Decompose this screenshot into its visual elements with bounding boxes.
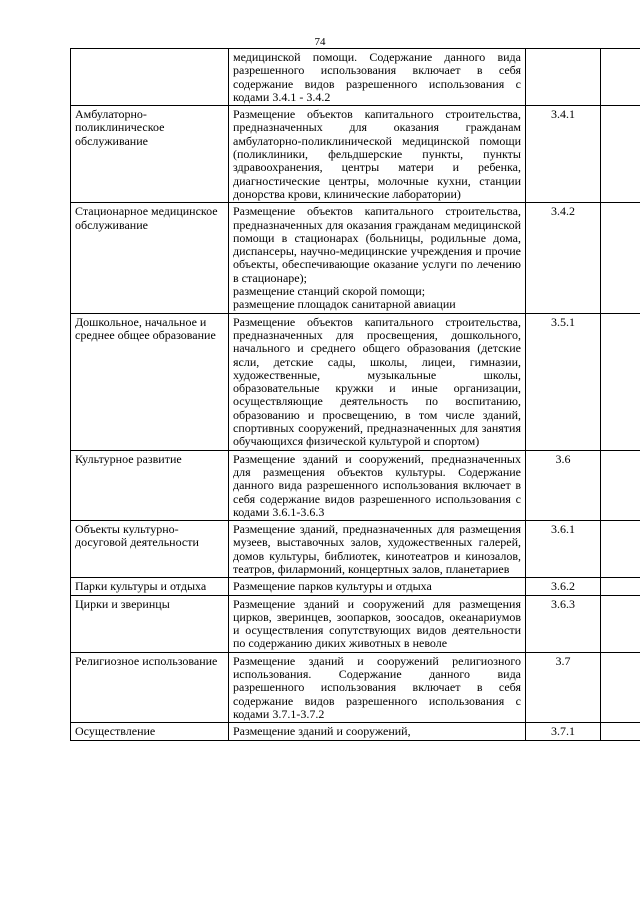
table-row: [71, 313, 640, 450]
empty-cell: [601, 578, 640, 595]
empty-cell: [601, 49, 640, 106]
description-paragraph: размещение станций скорой помощи;: [233, 284, 426, 299]
description-paragraph: Размещение зданий и сооружений,: [233, 724, 411, 739]
empty-cell: [601, 313, 640, 450]
use-type-name: Амбулаторно-поликлиническое обслуживание: [71, 106, 229, 203]
table-row: [71, 521, 640, 578]
use-type-code: 3.7.1: [526, 723, 601, 740]
empty-cell: [601, 203, 640, 313]
use-type-code: 3.6.1: [526, 521, 601, 578]
table-row: [71, 723, 640, 740]
description-paragraph: Размещение объектов капитального строительства, предназначенных для оказания гражданам медицинской помощи в стационарах (больницы, родильные дома, диспансеры, научно-медицинские учреждения и прочие объекты, обеспечивающие оказание услуги по лечению в стационаре);: [233, 204, 521, 285]
use-type-code: 3.4.1: [526, 106, 601, 203]
use-type-name: Осуществление: [71, 723, 229, 740]
description-paragraph: медицинской помощи. Содержание данного вида разрешенного использования включает в себя содержание видов разрешенного использования с кодами 3.4.1 - 3.4.2: [233, 50, 521, 104]
use-type-description: [229, 49, 526, 106]
use-type-code: 3.6: [526, 450, 601, 520]
empty-cell: [601, 723, 640, 740]
page-number: 74: [314, 36, 326, 48]
use-type-name: Цирки и зверинцы: [71, 595, 229, 652]
table-row: [71, 578, 640, 595]
description-paragraph: Размещение парков культуры и отдыха: [233, 579, 432, 594]
use-type-code: 3.5.1: [526, 313, 601, 450]
use-type-name: Культурное развитие: [71, 450, 229, 520]
use-type-description: [229, 106, 526, 203]
use-type-code: [526, 49, 601, 106]
empty-cell: [601, 521, 640, 578]
land-use-table-body: [71, 49, 640, 741]
use-type-name: Религиозное использование: [71, 652, 229, 722]
use-type-description: [229, 578, 526, 595]
use-type-code: 3.6.3: [526, 595, 601, 652]
table-row: [71, 203, 640, 313]
use-type-description: [229, 313, 526, 450]
use-type-description: [229, 521, 526, 578]
empty-cell: [601, 450, 640, 520]
use-type-code: 3.7: [526, 652, 601, 722]
description-paragraph: Размещение объектов капитального строительства, предназначенных для оказания гражданам амбулаторно-поликлинической медицинской помощи (поликлиники, фельдшерские пункты, пункты здравоохранения, центры матери и ребенка, диагностические центры, молочные кухни, станции донорства крови, клинические лаборатории): [233, 107, 521, 201]
description-paragraph: Размещение зданий и сооружений для размещения цирков, зверинцев, зоопарков, зоосадов, океанариумов и осуществления сопутствующих видов деятельности по содержанию диких животных в неволе: [233, 596, 521, 651]
use-type-name: Объекты культурно-досуговой деятельности: [71, 521, 229, 578]
empty-cell: [601, 595, 640, 652]
use-type-code: 3.4.2: [526, 203, 601, 313]
use-type-name: [71, 49, 229, 106]
use-type-code: 3.6.2: [526, 578, 601, 595]
empty-cell: [601, 106, 640, 203]
description-paragraph: Размещение зданий, предназначенных для размещения музеев, выставочных залов, художественных галерей, домов культуры, библиотек, кинотеатров и кинозалов, театров, филармоний, концертных залов, планетариев: [233, 522, 521, 576]
use-type-name: Дошкольное, начальное и среднее общее образование: [71, 313, 229, 450]
table-row: [71, 106, 640, 203]
description-paragraph: Размещение объектов капитального строительства, предназначенных для просвещения, дошкольного, начального и среднего общего образования (детские ясли, детские сады, школы, лицеи, гимназии, художественные, музыкальные школы, образовательные кружки и иные организации, осуществляющие деятельность по воспитанию, образованию и просвещению, в том числе зданий, спортивных сооружений, предназначенных для занятия обучающихся физической культурой и спортом): [233, 314, 521, 449]
use-type-description: [229, 652, 526, 722]
table-row: [71, 595, 640, 652]
use-type-description: [229, 595, 526, 652]
use-type-description: [229, 450, 526, 520]
description-paragraph: размещение площадок санитарной авиации: [233, 297, 456, 312]
use-type-description: [229, 203, 526, 313]
description-paragraph: Размещение зданий и сооружений религиозного использования. Содержание данного вида разрешенного использования включает в себя содержание видов разрешенного использования с кодами 3.7.1-3.7.2: [233, 653, 521, 721]
use-type-name: Стационарное медицинское обслуживание: [71, 203, 229, 313]
use-type-description: [229, 723, 526, 740]
empty-cell: [601, 652, 640, 722]
land-use-table: [70, 48, 640, 741]
description-paragraph: Размещение зданий и сооружений, предназначенных для размещения объектов культуры. Содержание данного вида разрешенного использования включает в себя содержание видов разрешенного использования с кодами 3.6.1-3.6.3: [233, 451, 521, 519]
table-row: [71, 652, 640, 722]
table-row: [71, 450, 640, 520]
use-type-name: Парки культуры и отдыха: [71, 578, 229, 595]
table-row: [71, 49, 640, 106]
